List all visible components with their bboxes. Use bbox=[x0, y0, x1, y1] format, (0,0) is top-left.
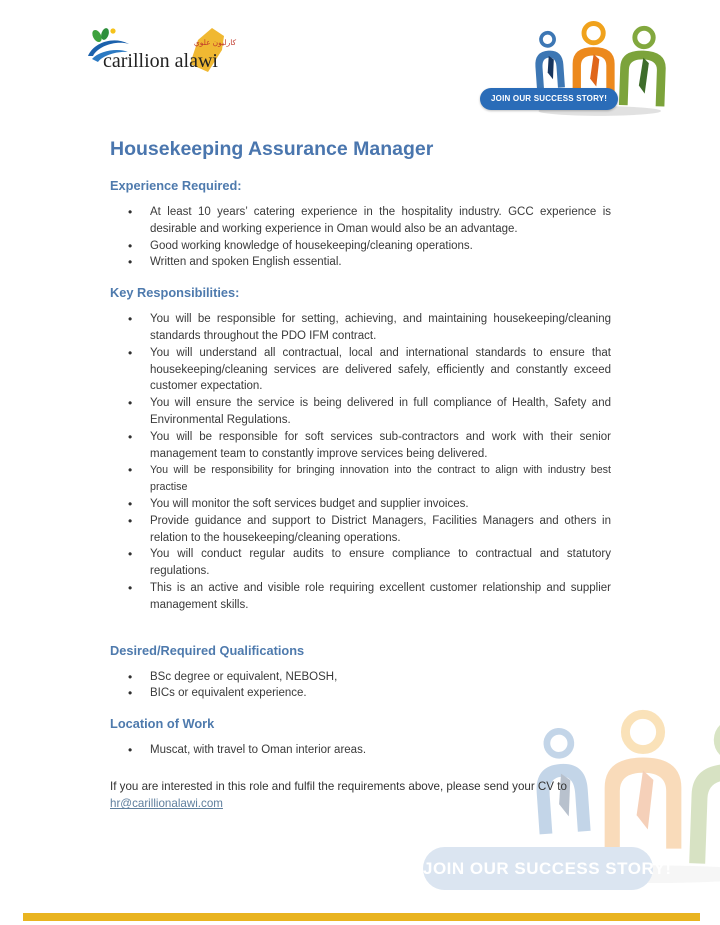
section-heading-experience: Experience Required: bbox=[110, 178, 242, 193]
success-story-badge: JOIN OUR SUCCESS STORY! bbox=[480, 88, 618, 110]
experience-list bbox=[110, 204, 611, 271]
list-item: • Provide guidance and support to District Managers, Facilities Managers and others in relation to the housekeeping/cleaning operations. bbox=[150, 513, 611, 547]
list-item: • BICs or equivalent experience. bbox=[150, 685, 611, 702]
list-item: • Good working knowledge of housekeeping/cleaning operations. bbox=[150, 238, 611, 255]
section-heading-qualifications: Desired/Required Qualifications bbox=[110, 642, 305, 658]
brand-first: carillion bbox=[103, 50, 170, 72]
list-item: • You will be responsible for soft services sub-contractors and work with their senior management team to constantly improve services being delivered. bbox=[150, 429, 611, 463]
list-item: • You will be responsibility for bringing innovation into the contract to align with industry best practise bbox=[150, 462, 611, 496]
page-title: Housekeeping Assurance Manager bbox=[110, 138, 434, 160]
job-ad-content bbox=[110, 138, 611, 825]
hero-graphic bbox=[480, 18, 690, 126]
list-item: • You will conduct regular audits to ensure compliance to contractual and statutory regulations. bbox=[150, 546, 611, 580]
list-item: • At least 10 years’ catering experience in the hospitality industry. GCC experience is desirable and working experience in Oman would also be an advantage. bbox=[150, 204, 611, 238]
list-item: • Muscat, with travel to Oman interior areas. bbox=[150, 742, 611, 759]
watermark-success-badge: JOIN OUR SUCCESS STORY! bbox=[423, 847, 653, 890]
hr-email-link[interactable]: hr@carillionalawi.com bbox=[110, 797, 223, 811]
brand-wordmark bbox=[103, 50, 218, 73]
responsibilities-list bbox=[110, 311, 611, 613]
list-item: • This is an active and visible role requiring excellent customer relationship and supplier management skills. bbox=[150, 580, 611, 614]
apply-text: If you are interested in this role and fulfil the requirements above, please send your CV to bbox=[110, 779, 567, 793]
location-list bbox=[110, 742, 611, 759]
section-heading-responsibilities: Key Responsibilities: bbox=[110, 285, 240, 301]
brand-second: alawi bbox=[174, 50, 218, 72]
list-item: • You will be responsible for setting, achieving, and maintaining housekeeping/cleaning standards throughout the PDO IFM contract. bbox=[150, 311, 611, 345]
apply-instructions bbox=[110, 778, 611, 813]
list-item: • You will monitor the soft services budget and supplier invoices. bbox=[150, 496, 611, 513]
list-item: • You will understand all contractual, local and international standards to ensure that housekeeping/cleaning services are delivered safely, efficiently and constantly exceed customer expectation. bbox=[150, 345, 611, 395]
list-item: • You will ensure the service is being delivered in full compliance of Health, Safety and Environmental Regulations. bbox=[150, 395, 611, 429]
qualifications-list bbox=[110, 669, 611, 703]
section-heading-location: Location of Work bbox=[110, 716, 215, 732]
logo bbox=[86, 26, 276, 88]
list-item: • Written and spoken English essential. bbox=[150, 254, 611, 271]
gold-footer-bar bbox=[23, 913, 700, 921]
logo-arabic-text: كارليون علوي bbox=[193, 38, 237, 47]
list-item: • BSc degree or equivalent, NEBOSH, bbox=[150, 669, 611, 686]
